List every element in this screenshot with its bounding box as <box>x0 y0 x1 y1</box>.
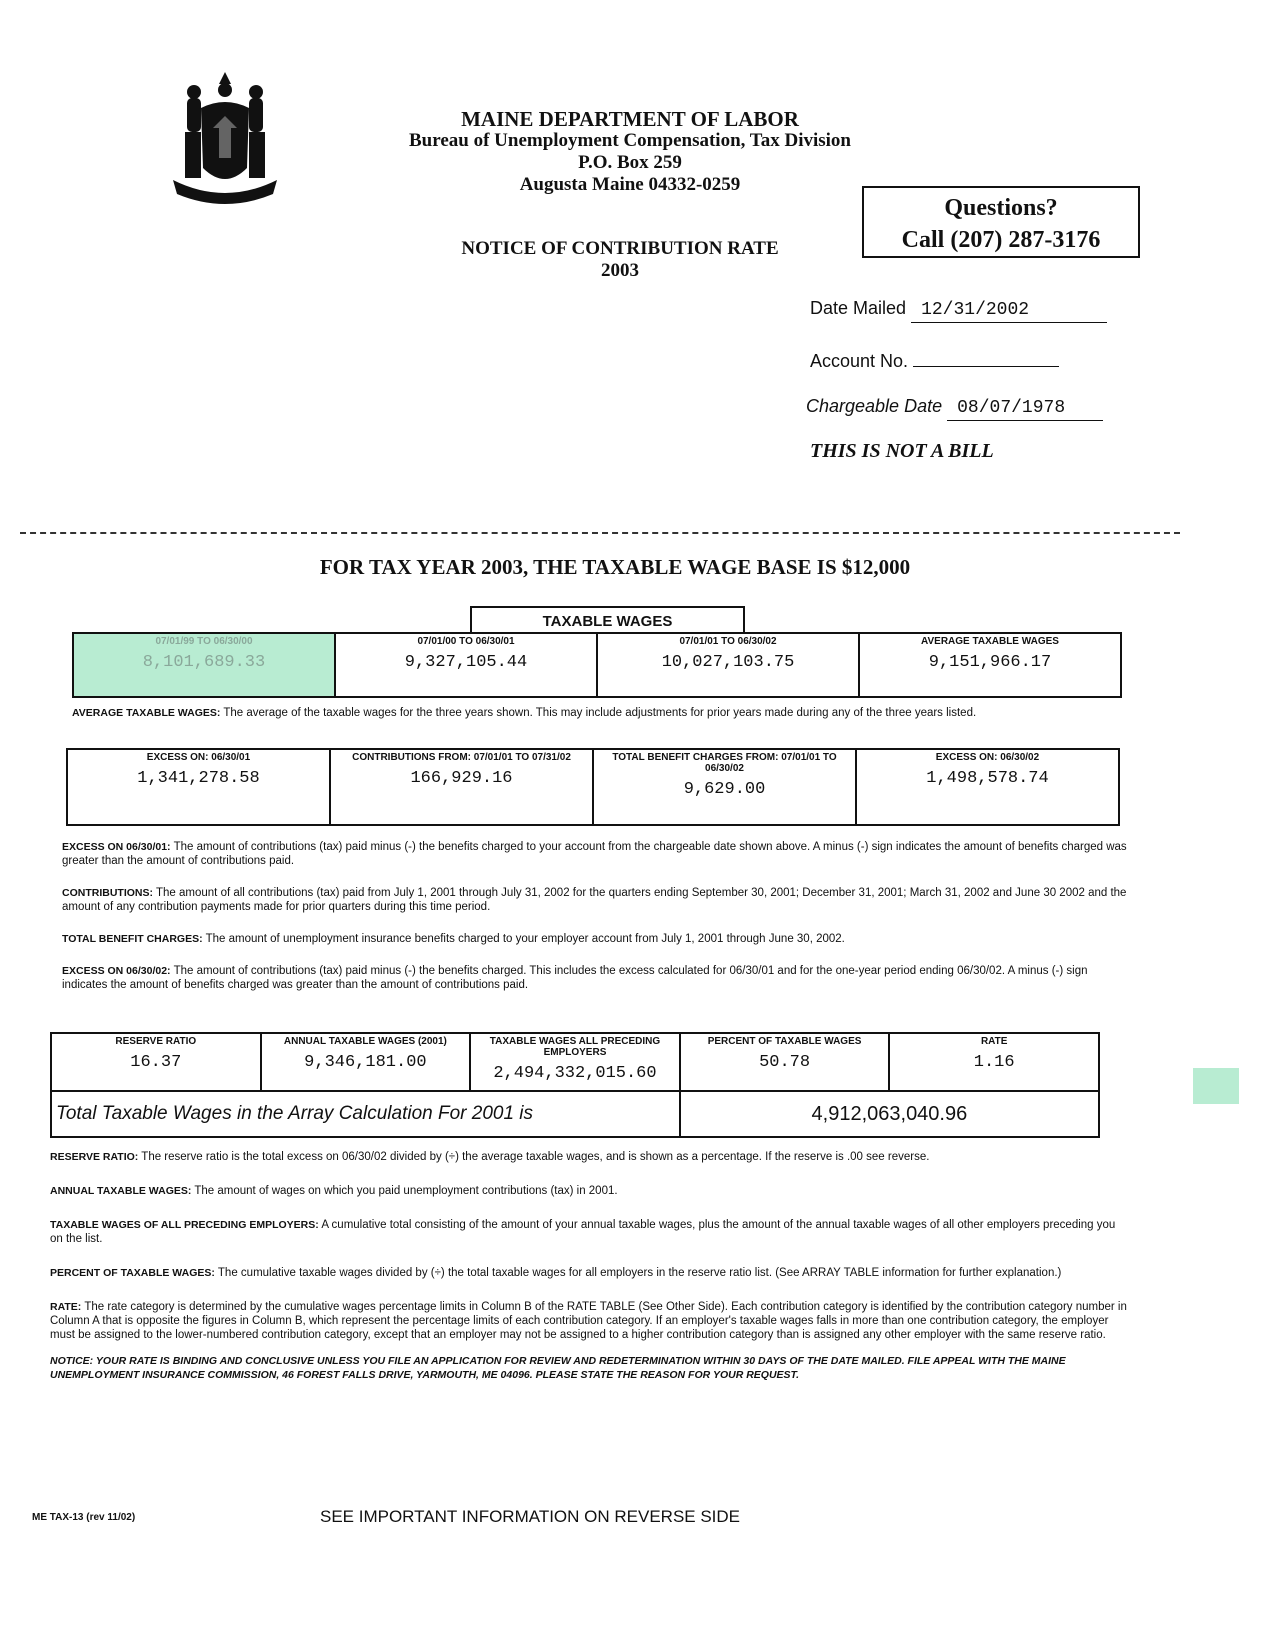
chargeable-date-label: Chargeable Date <box>806 396 943 416</box>
reserve-caption: ANNUAL TAXABLE WAGES (2001) <box>283 1036 447 1047</box>
definition-excess-0601 <box>62 840 1132 868</box>
maine-state-seal-icon <box>165 68 285 208</box>
notice-title <box>420 238 820 282</box>
definition-term: CONTRIBUTIONS: <box>62 887 153 899</box>
definition-term: EXCESS ON 06/30/01: <box>62 841 171 853</box>
questions-box <box>862 186 1140 258</box>
bureau-name: Bureau of Unemployment Compensation, Tax Division <box>409 130 851 151</box>
array-total-value: 4,912,063,040.96 <box>680 1091 1099 1137</box>
reserve-value: 1.16 <box>973 1053 1015 1072</box>
definition-percent-wages <box>50 1266 1130 1280</box>
definition-term: PERCENT OF TAXABLE WAGES: <box>50 1267 215 1279</box>
definition-contributions <box>62 886 1132 914</box>
wages-caption: 07/01/01 TO 06/30/02 <box>679 636 777 647</box>
dept-name: MAINE DEPARTMENT OF LABOR <box>461 107 799 131</box>
account-value <box>913 346 1059 367</box>
definition-text: The amount of contributions (tax) paid minus (-) the benefits charged. This includes the excess calculated for 06/30/01 and for the one-year period ending 06/30/02. A minus (-) sign indicates the amount of benefits charged was greater than the amount of contributions paid. <box>62 965 1088 991</box>
excess-0601-cell <box>67 749 330 825</box>
excess-caption: TOTAL BENEFIT CHARGES FROM: 07/01/01 TO 06/30/02 <box>612 752 837 774</box>
rate-cell <box>889 1033 1099 1091</box>
taxable-wages-label: TAXABLE WAGES <box>470 606 745 634</box>
reserve-caption: RESERVE RATIO <box>115 1036 197 1047</box>
excess-0602-cell <box>856 749 1119 825</box>
excess-value: 166,929.16 <box>410 769 513 788</box>
contributions-cell <box>330 749 593 825</box>
reserve-value: 9,346,181.00 <box>304 1053 427 1072</box>
definition-reserve-ratio <box>50 1150 1130 1164</box>
taxable-wages-table <box>72 632 1122 698</box>
wages-caption: AVERAGE TAXABLE WAGES <box>921 636 1059 647</box>
wages-cell-2000 <box>335 633 597 697</box>
reserve-value: 2,494,332,015.60 <box>493 1064 657 1083</box>
date-mailed-field <box>810 298 1107 323</box>
definition-text: YOUR RATE IS BINDING AND CONCLUSIVE UNLESS YOU FILE AN APPLICATION FOR REVIEW AND REDETERMINATION WITHIN 30 DAYS OF THE DATE MAILED. FILE APPEAL WITH THE MAINE UNEMPLOYMENT INSURANCE COMMISSION, 46 FOREST FALLS DRIVE, YARMOUTH, ME 04096. PLEASE STATE THE REASON FOR YOUR REQUEST. <box>50 1355 1066 1381</box>
po-box: P.O. Box 259 <box>578 152 682 173</box>
avg-wages-definition <box>72 706 1132 720</box>
excess-caption: EXCESS ON: 06/30/01 <box>146 752 251 763</box>
wages-value: 10,027,103.75 <box>661 653 795 672</box>
excess-caption: EXCESS ON: 06/30/02 <box>935 752 1040 763</box>
definition-term: NOTICE: <box>50 1355 94 1367</box>
notice-year: 2003 <box>601 260 639 281</box>
definition-text: The rate category is determined by the cumulative wages percentage limits in Column B of the RATE TABLE (See Other Side). Each contribution category is identified by the contribution category number in Column A that is opposite the figures in Column B, which represent the percentage limits of each contribution category. If an employer's taxable wages falls in more than one contribution category, the employer must be assigned to the lower-numbered contribution category, except that an employer may not be assigned to a higher contribution category than is assigned any other employer with the same reserve ratio. <box>50 1301 1127 1341</box>
definition-text: The cumulative taxable wages divided by (÷) the total taxable wages for all employers in the reserve ratio list. (See ARRAY TABLE information for further explanation.) <box>217 1267 1062 1279</box>
excess-caption: CONTRIBUTIONS FROM: 07/01/01 TO 07/31/02 <box>352 752 571 763</box>
definition-text: The amount of unemployment insurance benefits charged to your employer account from July 1, 2001 through June 30, 2002. <box>205 933 845 945</box>
wages-caption: 07/01/99 TO 06/30/00 <box>155 636 253 647</box>
form-number: ME TAX-13 (rev 11/02) <box>32 1512 136 1523</box>
definition-rate <box>50 1300 1130 1342</box>
questions-label: Questions? <box>944 195 1058 221</box>
wages-cell-2001 <box>597 633 859 697</box>
definitions-block-1 <box>62 840 1132 992</box>
definition-term: TOTAL BENEFIT CHARGES: <box>62 933 203 945</box>
definition-text: The average of the taxable wages for the three years shown. This may include adjustments for prior years made during any of the three years listed. <box>223 707 977 719</box>
reserve-caption: TAXABLE WAGES ALL PRECEDING EMPLOYERS <box>489 1036 661 1058</box>
questions-phone: Call (207) 287-3176 <box>901 227 1101 253</box>
department-header <box>340 108 920 196</box>
excess-value: 1,498,578.74 <box>926 769 1049 788</box>
not-a-bill-note: THIS IS NOT A BILL <box>810 440 994 462</box>
excess-value: 9,629.00 <box>683 780 766 799</box>
definition-benefit-charges <box>62 932 1132 946</box>
definition-text: A cumulative total consisting of the amount of your annual taxable wages, plus the amount of the annual taxable wages of all other employers preceding you on the list. <box>50 1219 1116 1245</box>
wages-value: 9,327,105.44 <box>404 653 528 672</box>
definition-text: The amount of wages on which you paid unemployment contributions (tax) in 2001. <box>194 1185 618 1197</box>
definition-text: The reserve ratio is the total excess on 06/30/02 divided by (÷) the average taxable wages, and is shown as a percentage. If the reserve is .00 see reverse. <box>141 1151 930 1163</box>
definition-term: TAXABLE WAGES OF ALL PRECEDING EMPLOYERS: <box>50 1219 319 1231</box>
account-label: Account No. <box>810 351 909 371</box>
definition-term: RATE: <box>50 1301 82 1313</box>
definitions-block-2 <box>50 1150 1130 1382</box>
reserve-ratio-cell <box>51 1033 261 1091</box>
average-wages-cell <box>859 633 1121 697</box>
chargeable-date-field <box>806 396 1103 421</box>
excess-table <box>66 748 1120 826</box>
definition-term: ANNUAL TAXABLE WAGES: <box>50 1185 192 1197</box>
wages-value: 8,101,689.33 <box>142 653 266 672</box>
definition-annual-wages <box>50 1184 1130 1198</box>
highlight-marker <box>1193 1068 1239 1104</box>
reserve-value: 50.78 <box>759 1053 811 1072</box>
reserve-value: 16.37 <box>130 1053 182 1072</box>
preceding-employers-cell <box>470 1033 680 1091</box>
account-field <box>810 346 1059 372</box>
date-mailed-label: Date Mailed <box>810 298 907 318</box>
notice-heading: NOTICE OF CONTRIBUTION RATE <box>461 238 779 259</box>
definition-text: The amount of all contributions (tax) paid from July 1, 2001 through July 31, 2002 for the quarters ending September 30, 2001; December 31, 2001; March 31, 2002 and June 30 2002 and the amount of any contribution payments made for prior quarters during this time period. <box>62 887 1127 913</box>
percent-wages-cell <box>680 1033 890 1091</box>
chargeable-date-value: 08/07/1978 <box>947 398 1103 421</box>
reserve-caption: PERCENT OF TAXABLE WAGES <box>707 1036 862 1047</box>
definition-term: EXCESS ON 06/30/02: <box>62 965 171 977</box>
array-total-label: Total Taxable Wages in the Array Calculation For 2001 is <box>51 1091 680 1137</box>
excess-value: 1,341,278.58 <box>137 769 260 788</box>
date-mailed-value: 12/31/2002 <box>911 300 1107 323</box>
wages-value: 9,151,966.17 <box>928 653 1052 672</box>
benefit-charges-cell <box>593 749 856 825</box>
wages-caption: 07/01/00 TO 06/30/01 <box>417 636 515 647</box>
tax-year-statement: FOR TAX YEAR 2003, THE TAXABLE WAGE BASE IS $12,000 <box>319 555 911 579</box>
reserve-caption: RATE <box>980 1036 1008 1047</box>
reserve-ratio-table <box>50 1032 1100 1138</box>
definition-term: AVERAGE TAXABLE WAGES: <box>72 707 221 719</box>
annual-wages-cell <box>261 1033 471 1091</box>
definition-term: RESERVE RATIO: <box>50 1151 139 1163</box>
definition-excess-0602 <box>62 964 1132 992</box>
notice-appeal <box>50 1354 1130 1382</box>
see-reverse-note: SEE IMPORTANT INFORMATION ON REVERSE SIDE <box>320 1507 741 1526</box>
separator-line <box>20 532 1180 534</box>
wages-cell-1999 <box>73 633 335 697</box>
definition-preceding-employers <box>50 1218 1130 1246</box>
city-address: Augusta Maine 04332-0259 <box>519 174 741 195</box>
definition-text: The amount of contributions (tax) paid minus (-) the benefits charged to your account from the chargeable date shown above. A minus (-) sign indicates the amount of benefits charged was greater than the amount of contributions paid. <box>62 841 1127 867</box>
